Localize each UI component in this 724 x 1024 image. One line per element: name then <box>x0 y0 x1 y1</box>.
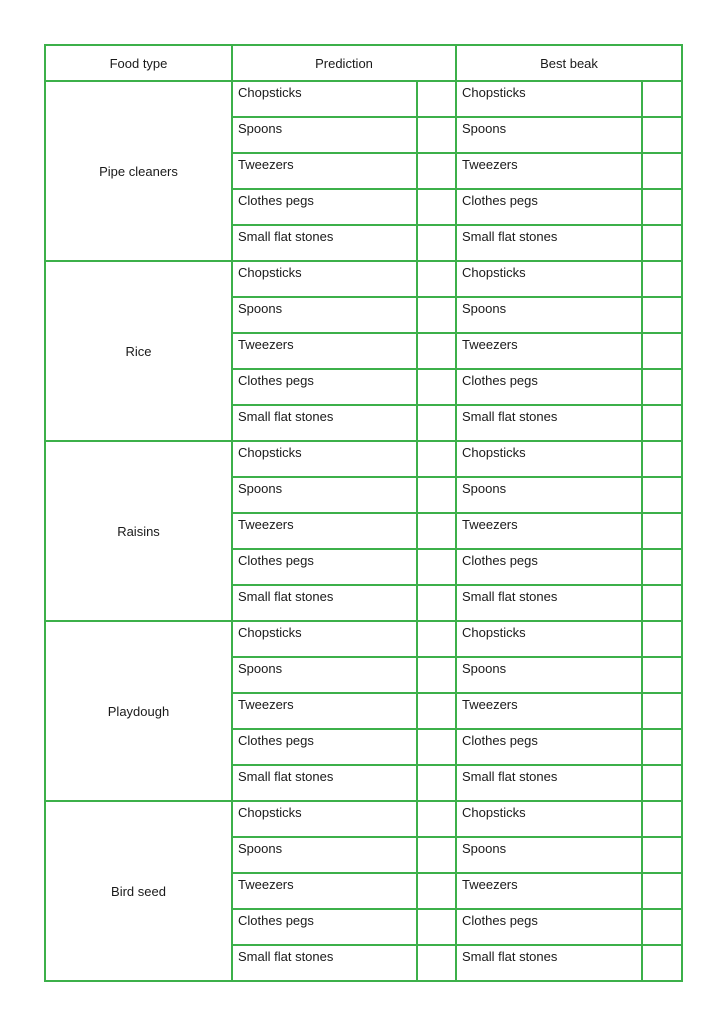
prediction-option-small-flat-stones: Small flat stones <box>232 225 417 261</box>
best-beak-option-small-flat-stones: Small flat stones <box>456 225 642 261</box>
prediction-option-clothes-pegs: Clothes pegs <box>232 189 417 225</box>
prediction-option-spoons: Spoons <box>232 837 417 873</box>
table-row <box>45 621 682 657</box>
prediction-tick-box[interactable] <box>417 729 456 765</box>
best-beak-tick-box[interactable] <box>642 729 682 765</box>
best-beak-tick-box[interactable] <box>642 621 682 657</box>
best-beak-tick-box[interactable] <box>642 693 682 729</box>
best-beak-option-spoons: Spoons <box>456 657 642 693</box>
best-beak-option-clothes-pegs: Clothes pegs <box>456 549 642 585</box>
best-beak-tick-box[interactable] <box>642 153 682 189</box>
table-row <box>45 261 682 297</box>
prediction-tick-box[interactable] <box>417 909 456 945</box>
prediction-option-chopsticks: Chopsticks <box>232 81 417 117</box>
prediction-tick-box[interactable] <box>417 657 456 693</box>
best-beak-option-chopsticks: Chopsticks <box>456 81 642 117</box>
prediction-option-spoons: Spoons <box>232 297 417 333</box>
best-beak-tick-box[interactable] <box>642 117 682 153</box>
prediction-tick-box[interactable] <box>417 549 456 585</box>
best-beak-tick-box[interactable] <box>642 909 682 945</box>
prediction-tick-box[interactable] <box>417 837 456 873</box>
prediction-option-clothes-pegs: Clothes pegs <box>232 729 417 765</box>
header-food-type: Food type <box>45 45 232 81</box>
prediction-option-tweezers: Tweezers <box>232 693 417 729</box>
prediction-tick-box[interactable] <box>417 693 456 729</box>
best-beak-tick-box[interactable] <box>642 549 682 585</box>
best-beak-tick-box[interactable] <box>642 297 682 333</box>
best-beak-tick-box[interactable] <box>642 369 682 405</box>
table-body <box>45 81 682 981</box>
prediction-option-spoons: Spoons <box>232 477 417 513</box>
best-beak-tick-box[interactable] <box>642 657 682 693</box>
prediction-option-chopsticks: Chopsticks <box>232 621 417 657</box>
best-beak-option-chopsticks: Chopsticks <box>456 441 642 477</box>
best-beak-option-chopsticks: Chopsticks <box>456 261 642 297</box>
prediction-option-chopsticks: Chopsticks <box>232 261 417 297</box>
prediction-option-chopsticks: Chopsticks <box>232 801 417 837</box>
best-beak-tick-box[interactable] <box>642 261 682 297</box>
best-beak-tick-box[interactable] <box>642 477 682 513</box>
best-beak-tick-box[interactable] <box>642 333 682 369</box>
best-beak-tick-box[interactable] <box>642 945 682 981</box>
best-beak-option-spoons: Spoons <box>456 477 642 513</box>
best-beak-option-tweezers: Tweezers <box>456 153 642 189</box>
best-beak-option-tweezers: Tweezers <box>456 333 642 369</box>
table-row <box>45 81 682 117</box>
best-beak-option-tweezers: Tweezers <box>456 513 642 549</box>
best-beak-option-small-flat-stones: Small flat stones <box>456 405 642 441</box>
best-beak-tick-box[interactable] <box>642 225 682 261</box>
prediction-option-tweezers: Tweezers <box>232 333 417 369</box>
best-beak-option-spoons: Spoons <box>456 297 642 333</box>
header-best-beak: Best beak <box>456 45 682 81</box>
best-beak-tick-box[interactable] <box>642 189 682 225</box>
food-type-pipe-cleaners: Pipe cleaners <box>45 81 232 261</box>
prediction-option-small-flat-stones: Small flat stones <box>232 945 417 981</box>
prediction-option-chopsticks: Chopsticks <box>232 441 417 477</box>
prediction-tick-box[interactable] <box>417 405 456 441</box>
prediction-tick-box[interactable] <box>417 333 456 369</box>
prediction-tick-box[interactable] <box>417 81 456 117</box>
prediction-tick-box[interactable] <box>417 873 456 909</box>
prediction-tick-box[interactable] <box>417 297 456 333</box>
prediction-tick-box[interactable] <box>417 477 456 513</box>
best-beak-option-small-flat-stones: Small flat stones <box>456 765 642 801</box>
best-beak-tick-box[interactable] <box>642 765 682 801</box>
prediction-option-tweezers: Tweezers <box>232 873 417 909</box>
best-beak-option-chopsticks: Chopsticks <box>456 801 642 837</box>
prediction-tick-box[interactable] <box>417 225 456 261</box>
best-beak-option-small-flat-stones: Small flat stones <box>456 945 642 981</box>
prediction-tick-box[interactable] <box>417 153 456 189</box>
prediction-option-spoons: Spoons <box>232 117 417 153</box>
best-beak-option-clothes-pegs: Clothes pegs <box>456 369 642 405</box>
best-beak-option-clothes-pegs: Clothes pegs <box>456 189 642 225</box>
best-beak-option-spoons: Spoons <box>456 117 642 153</box>
best-beak-tick-box[interactable] <box>642 873 682 909</box>
prediction-tick-box[interactable] <box>417 765 456 801</box>
best-beak-tick-box[interactable] <box>642 441 682 477</box>
food-type-raisins: Raisins <box>45 441 232 621</box>
food-type-rice: Rice <box>45 261 232 441</box>
best-beak-tick-box[interactable] <box>642 801 682 837</box>
best-beak-tick-box[interactable] <box>642 513 682 549</box>
prediction-tick-box[interactable] <box>417 513 456 549</box>
prediction-option-small-flat-stones: Small flat stones <box>232 405 417 441</box>
prediction-tick-box[interactable] <box>417 441 456 477</box>
best-beak-tick-box[interactable] <box>642 405 682 441</box>
header-prediction: Prediction <box>232 45 456 81</box>
prediction-tick-box[interactable] <box>417 621 456 657</box>
prediction-option-clothes-pegs: Clothes pegs <box>232 909 417 945</box>
prediction-option-tweezers: Tweezers <box>232 513 417 549</box>
best-beak-option-chopsticks: Chopsticks <box>456 621 642 657</box>
prediction-tick-box[interactable] <box>417 117 456 153</box>
prediction-tick-box[interactable] <box>417 585 456 621</box>
best-beak-tick-box[interactable] <box>642 81 682 117</box>
prediction-option-clothes-pegs: Clothes pegs <box>232 369 417 405</box>
best-beak-option-tweezers: Tweezers <box>456 873 642 909</box>
food-type-bird-seed: Bird seed <box>45 801 232 981</box>
prediction-tick-box[interactable] <box>417 189 456 225</box>
prediction-tick-box[interactable] <box>417 945 456 981</box>
best-beak-option-tweezers: Tweezers <box>456 693 642 729</box>
prediction-tick-box[interactable] <box>417 801 456 837</box>
best-beak-option-clothes-pegs: Clothes pegs <box>456 729 642 765</box>
food-type-playdough: Playdough <box>45 621 232 801</box>
prediction-option-tweezers: Tweezers <box>232 153 417 189</box>
best-beak-tick-box[interactable] <box>642 585 682 621</box>
best-beak-tick-box[interactable] <box>642 837 682 873</box>
prediction-option-clothes-pegs: Clothes pegs <box>232 549 417 585</box>
prediction-tick-box[interactable] <box>417 369 456 405</box>
best-beak-option-small-flat-stones: Small flat stones <box>456 585 642 621</box>
table-row <box>45 441 682 477</box>
table-row <box>45 801 682 837</box>
prediction-tick-box[interactable] <box>417 261 456 297</box>
best-beak-option-clothes-pegs: Clothes pegs <box>456 909 642 945</box>
prediction-option-small-flat-stones: Small flat stones <box>232 585 417 621</box>
prediction-option-small-flat-stones: Small flat stones <box>232 765 417 801</box>
prediction-option-spoons: Spoons <box>232 657 417 693</box>
header-row <box>45 45 682 81</box>
best-beak-option-spoons: Spoons <box>456 837 642 873</box>
beak-prediction-table <box>44 44 683 982</box>
